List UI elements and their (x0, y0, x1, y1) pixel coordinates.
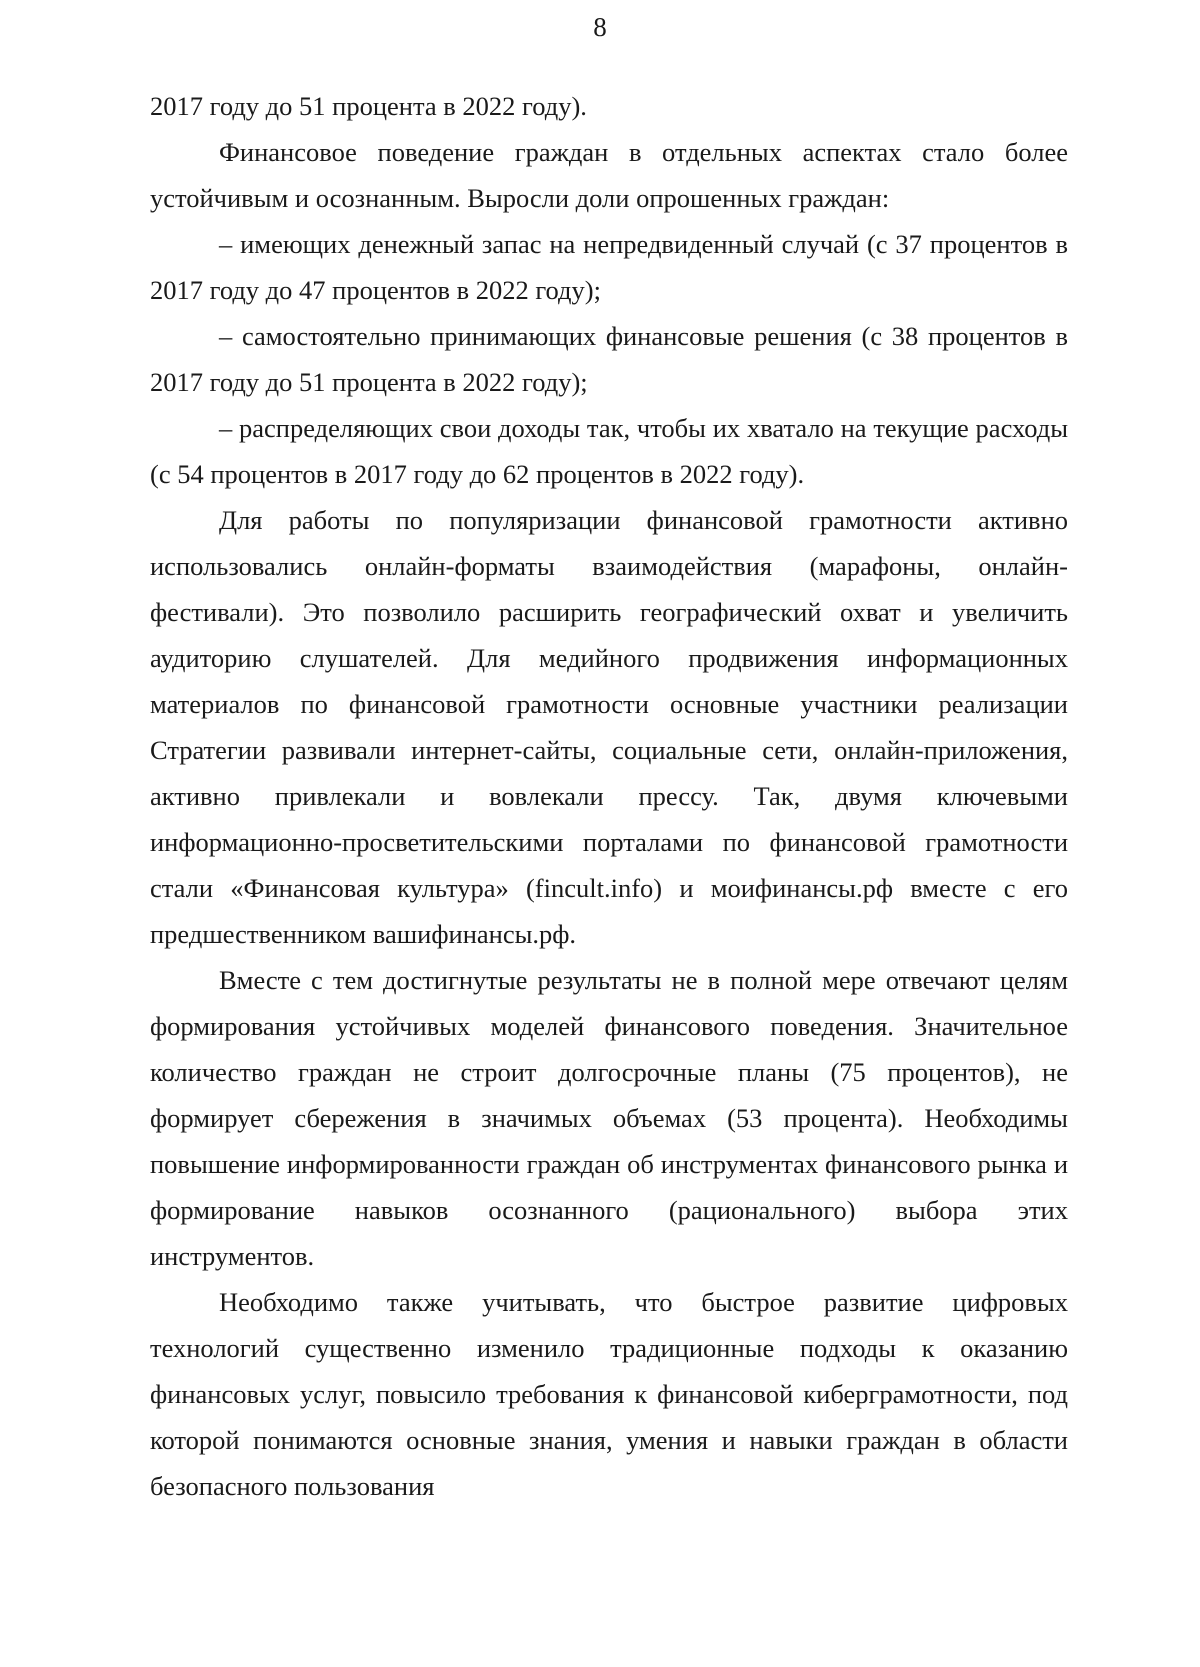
paragraph-online-formats: Для работы по популяризации финансовой грамотности активно использовались онлайн-форматы взаимодействия (марафоны, онлайн-фестивали). Это позволило расширить географический охват и увеличить аудиторию слушателей. Для медийного продвижения информационных материалов по финансовой грамотности основные участники реализации Стратегии развивали интернет-сайты, социальные сети, онлайн-приложения, активно привлекали и вовлекали прессу. Так, двумя ключевыми информационно-просветительскими порталами по финансовой грамотности стали «Финансовая культура» (fincult.info) и моифинансы.рф вместе с его предшественником вашифинансы.рф. (150, 505, 1068, 949)
list-item-independent-decisions: – самостоятельно принимающих финансовые решения (с 38 процентов в 2017 году до 51 процента в 2022 году); (150, 321, 1068, 397)
paragraph-results-gap: Вместе с тем достигнутые результаты не в полной мере отвечают целям формирования устойчивых моделей финансового поведения. Значительное количество граждан не строит долгосрочные планы (75 процентов), не формирует сбережения в значимых объемах (53 процента). Необходимы повышение информированности граждан об инструментах финансового рынка и формирование навыков осознанного (рационального) выбора этих инструментов. (150, 965, 1068, 1271)
paragraph-continuation: 2017 году до 51 процента в 2022 году). (150, 91, 587, 121)
paragraph-digital-technologies: Необходимо также учитывать, что быстрое развитие цифровых технологий существенно изменило традиционные подходы к оказанию финансовых услуг, повысило требования к финансовой киберграмотности, под которой понимаются основные знания, умения и навыки граждан в области безопасного пользования (150, 1287, 1068, 1501)
body-text (150, 83, 1068, 1509)
page-number: 8 (593, 12, 607, 42)
paragraph-financial-behavior: Финансовое поведение граждан в отдельных аспектах стало более устойчивым и осознанным. Выросли доли опрошенных граждан: (150, 137, 1068, 213)
list-item-emergency-savings: – имеющих денежный запас на непредвиденный случай (с 37 процентов в 2017 году до 47 процентов в 2022 году); (150, 229, 1068, 305)
list-item-income-distribution: – распределяющих свои доходы так, чтобы их хватало на текущие расходы (с 54 процентов в 2017 году до 62 процентов в 2022 году). (150, 413, 1068, 489)
